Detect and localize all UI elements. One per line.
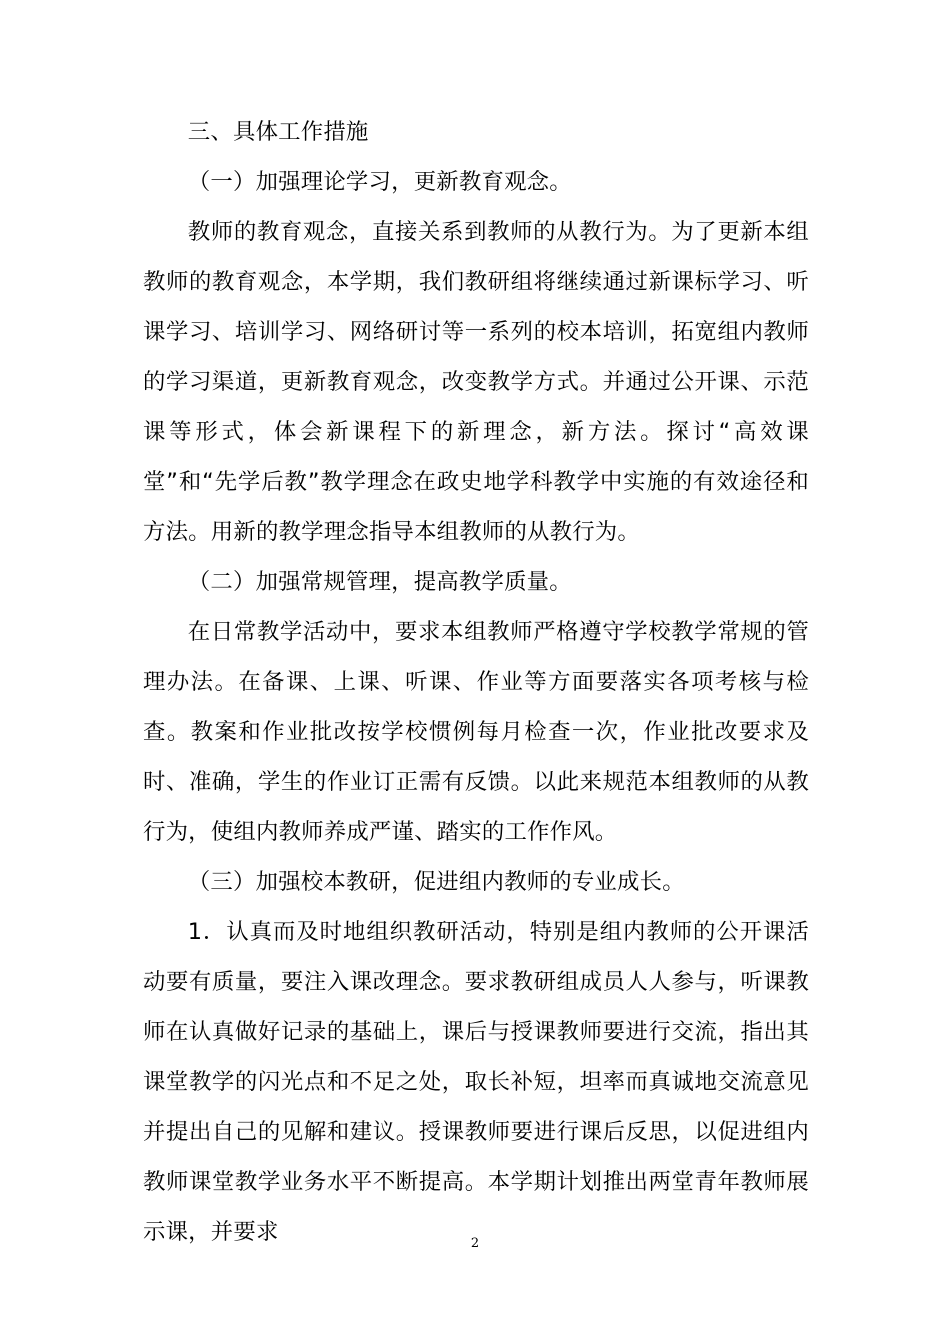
paragraph-3: 1．认真而及时地组织教研活动，特别是组内教师的公开课活动要有质量，要注入课改理念。要求教研组成员人人参与，听课教师在认真做好记录的基础上，课后与授课教师要进行交流，指出其课堂教学的闪光点和不足之处，取长补短，坦率而真诚地交流意见并提出自己的见解和建议。授课教师要进行课后反思，以促进组内教师课堂教学业务水平不断提高。本学期计划推出两堂青年教师展示课，并要求 bbox=[143, 919, 809, 1245]
page-number: 2 bbox=[470, 1236, 480, 1251]
section-heading: 三、具体工作措施 bbox=[187, 119, 369, 145]
document-body bbox=[143, 107, 809, 1257]
paragraph-2: 在日常教学活动中，要求本组教师严格遵守学校教学常规的管理办法。在备课、上课、听课、作业等方面要落实各项考核与检查。教案和作业批改按学校惯例每月检查一次，作业批改要求及时、准确，学生的作业订正需有反馈。以此来规范本组教师的从教行为，使组内教师养成严谨、踏实的工作作风。 bbox=[143, 619, 809, 845]
subsection-heading-3: （三）加强校本教研，促进组内教师的专业成长。 bbox=[187, 869, 685, 895]
paragraph-1: 教师的教育观念，直接关系到教师的从教行为。为了更新本组教师的教育观念，本学期，我们教研组将继续通过新课标学习、听课学习、培训学习、网络研讨等一系列的校本培训，拓宽组内教师的学习渠道，更新教育观念，改变教学方式。并通过公开课、示范课等形式，体会新课程下的新理念，新方法。探讨“高效课堂”和“先学后教”教学理念在政史地学科教学中实施的有效途径和方法。用新的教学理念指导本组教师的从教行为。 bbox=[143, 219, 809, 545]
subsection-heading-2: （二）加强常规管理，提高教学质量。 bbox=[187, 569, 572, 595]
subsection-heading-1: （一）加强理论学习，更新教育观念。 bbox=[187, 169, 572, 195]
